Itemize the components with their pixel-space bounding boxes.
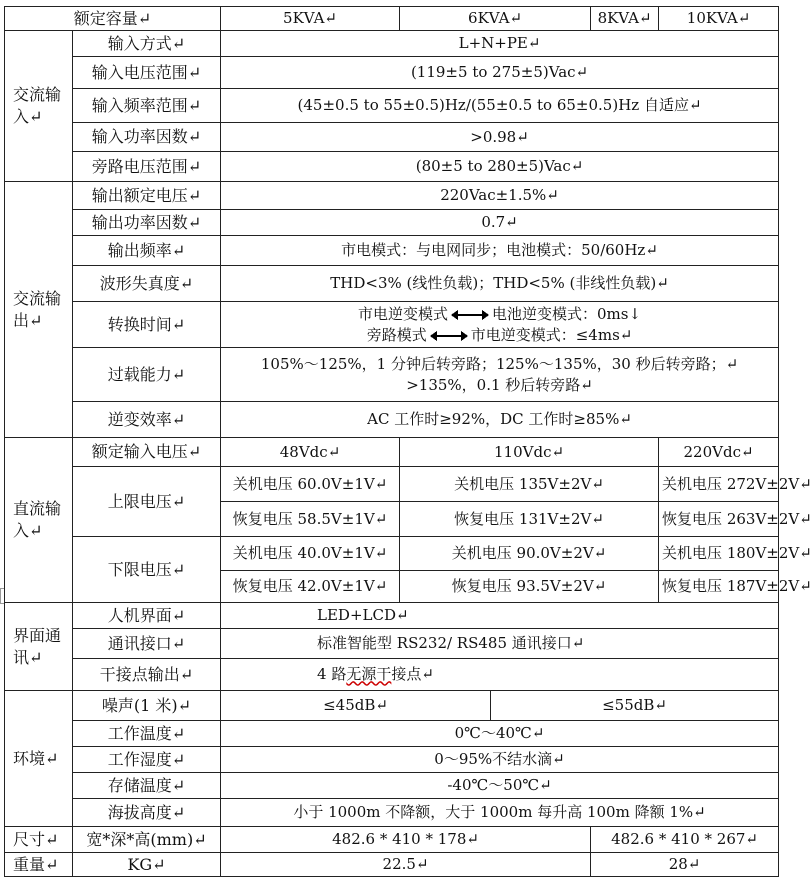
- lower-recover-48: 恢复电压 42.0V±1V↵: [221, 571, 400, 603]
- input-mode-value: L+N+PE↵: [221, 31, 779, 57]
- capacity-10kva: 10KVA↵: [659, 7, 779, 31]
- op-temp-value: 0℃～40℃↵: [221, 721, 779, 747]
- weight-small: 22.5↵: [221, 853, 591, 877]
- hmi-value: LED+LCD↵: [221, 603, 779, 629]
- transfer-time-value: [221, 302, 779, 348]
- lower-recover-110: 恢复电压 93.5V±2V↵: [400, 571, 659, 603]
- altitude-label: 海拔高度↵: [73, 799, 221, 827]
- environment-category: 环境↵: [5, 691, 73, 827]
- capacity-6kva: 6KVA↵: [400, 7, 591, 31]
- output-voltage-label: 输出额定电压↵: [73, 182, 221, 210]
- dc-rated-220: 220Vdc↵: [659, 438, 779, 467]
- size-large: 482.6 * 410 * 267↵: [591, 827, 779, 853]
- comm-value: 标准智能型 RS232/ RS485 通讯接口↵: [221, 629, 779, 659]
- interface-category: 界面通讯↵: [5, 603, 73, 691]
- input-pf-label: 输入功率因数↵: [73, 123, 221, 152]
- humidity-label: 工作湿度↵: [73, 747, 221, 773]
- efficiency-label: 逆变效率↵: [73, 402, 221, 438]
- dry-contact-post: 接点↵: [391, 665, 434, 684]
- dry-contact-under: 无源干: [346, 665, 392, 684]
- dc-rated-48: 48Vdc↵: [221, 438, 400, 467]
- weight-large: 28↵: [591, 853, 779, 877]
- storage-temp-value: -40℃～50℃↵: [221, 773, 779, 799]
- output-voltage-value: 220Vac±1.5%↵: [221, 182, 779, 210]
- spec-table: [4, 6, 812, 877]
- dc-rated-110: 110Vdc↵: [400, 438, 659, 467]
- altitude-value: 小于 1000m 不降额，大于 1000m 每升高 100m 降额 1%↵: [221, 799, 779, 827]
- lower-off-110: 关机电压 90.0V±2V↵: [400, 537, 659, 571]
- humidity-value: 0～95%不结水滴↵: [221, 747, 779, 773]
- lower-recover-220: 恢复电压 187V±2V↵: [659, 571, 779, 603]
- output-pf-label: 输出功率因数↵: [73, 210, 221, 236]
- bypass-voltage-value: (80±5 to 280±5)Vac↵: [221, 152, 779, 182]
- transfer-time-label: 转换时间↵: [73, 302, 221, 348]
- upper-off-220: 关机电压 272V±2V↵: [659, 467, 779, 502]
- transfer-line2-right: 市电逆变模式：≤4ms↵: [470, 325, 633, 344]
- capacity-5kva: 5KVA↵: [221, 7, 400, 31]
- noise-label: 噪声(1 米)↵: [73, 691, 221, 721]
- upper-recover-220: 恢复电压 263V±2V↵: [659, 502, 779, 537]
- size-small: 482.6 * 410 * 178↵: [221, 827, 591, 853]
- upper-off-110: 关机电压 135V±2V↵: [400, 467, 659, 502]
- hmi-label: 人机界面↵: [73, 603, 221, 629]
- transfer-line1-right: 电池逆变模式：0ms↓: [492, 305, 642, 324]
- transfer-line2-left: 旁路模式: [366, 325, 427, 344]
- weight-category: 重量↵: [5, 853, 73, 877]
- output-frequency-value: 市电模式：与电网同步；电池模式：50/60Hz↵: [221, 236, 779, 266]
- overload-label: 过载能力↵: [73, 348, 221, 402]
- ac-input-category: 交流输入↵: [5, 31, 73, 182]
- dc-rated-label: 额定输入电压↵: [73, 438, 221, 467]
- op-temp-label: 工作温度↵: [73, 721, 221, 747]
- double-arrow-icon: [451, 310, 489, 320]
- weight-label: KG↵: [73, 853, 221, 877]
- size-label: 宽*深*高(mm)↵: [73, 827, 221, 853]
- dry-contact-label: 干接点输出↵: [73, 659, 221, 691]
- overload-value: [221, 348, 779, 402]
- output-pf-value: 0.7↵: [221, 210, 779, 236]
- capacity-8kva: 8KVA↵: [591, 7, 659, 31]
- thd-label: 波形失真度↵: [73, 266, 221, 302]
- input-frequency-value: (45±0.5 to 55±0.5)Hz/(55±0.5 to 65±0.5)Hz 自适应↵: [221, 89, 779, 123]
- size-category: 尺寸↵: [5, 827, 73, 853]
- lower-off-220: 关机电压 180V±2V↵: [659, 537, 779, 571]
- noise-low: ≤45dB↵: [221, 691, 491, 721]
- input-voltage-value: (119±5 to 275±5)Vac↵: [221, 57, 779, 89]
- overload-line2: >135%，0.1 秒后转旁路↵: [406, 375, 593, 394]
- bypass-voltage-label: 旁路电压范围↵: [73, 152, 221, 182]
- thd-value: THD<3% (线性负载)；THD<5% (非线性负载)↵: [221, 266, 779, 302]
- noise-high: ≤55dB↵: [491, 691, 779, 721]
- ac-output-category: 交流输出↵: [5, 182, 73, 438]
- dry-contact-pre: 4 路: [317, 665, 347, 684]
- dc-input-category: 直流输入↵: [5, 438, 73, 603]
- upper-off-48: 关机电压 60.0V±1V↵: [221, 467, 400, 502]
- input-voltage-label: 输入电压范围↵: [73, 57, 221, 89]
- input-frequency-label: 输入频率范围↵: [73, 89, 221, 123]
- double-arrow-icon: [430, 331, 468, 341]
- overload-line1: 105%～125%，1 分钟后转旁路；125%～135%，30 秒后转旁路；↵: [260, 355, 739, 374]
- upper-recover-110: 恢复电压 131V±2V↵: [400, 502, 659, 537]
- lower-voltage-label: 下限电压↵: [73, 537, 221, 603]
- capacity-label: 额定容量↵: [5, 7, 221, 31]
- upper-recover-48: 恢复电压 58.5V±1V↵: [221, 502, 400, 537]
- storage-temp-label: 存储温度↵: [73, 773, 221, 799]
- transfer-line1-left: 市电逆变模式: [358, 305, 449, 324]
- comm-label: 通讯接口↵: [73, 629, 221, 659]
- lower-off-48: 关机电压 40.0V±1V↵: [221, 537, 400, 571]
- output-frequency-label: 输出频率↵: [73, 236, 221, 266]
- input-pf-value: >0.98↵: [221, 123, 779, 152]
- upper-voltage-label: 上限电压↵: [73, 467, 221, 537]
- capacity-row: [5, 7, 779, 31]
- efficiency-value: AC 工作时≥92%，DC 工作时≥85%↵: [221, 402, 779, 438]
- dry-contact-value: [221, 659, 779, 691]
- input-mode-label: 输入方式↵: [73, 31, 221, 57]
